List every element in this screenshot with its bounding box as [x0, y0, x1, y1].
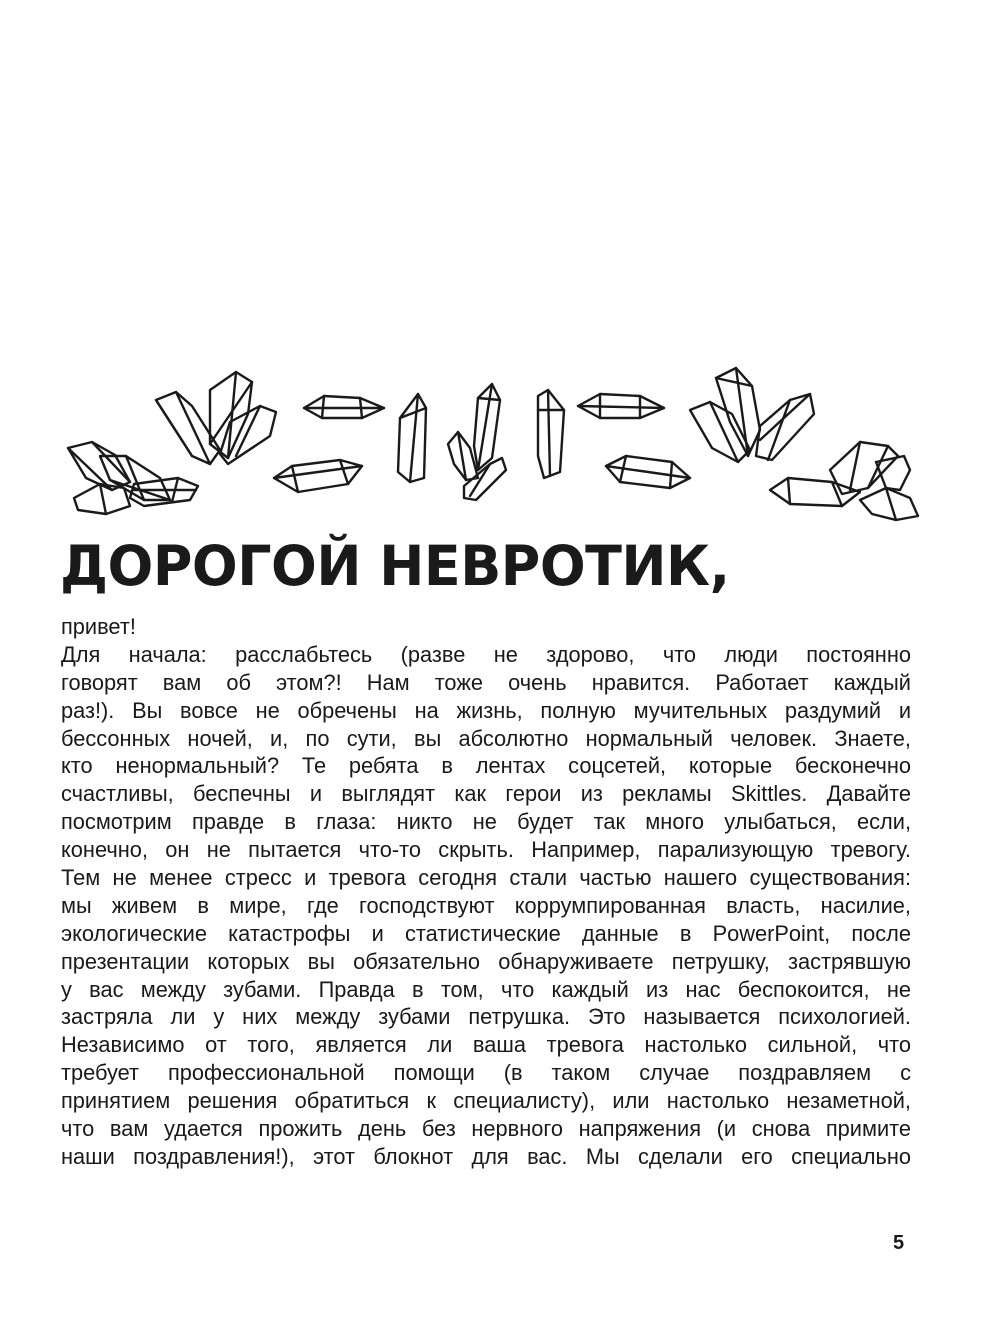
crystal-icon: [398, 394, 426, 482]
text-line: экологические катастрофы и статистические данные в PowerPoint, после: [61, 920, 911, 946]
page-number: 5: [893, 1232, 905, 1254]
crystal-icon: [448, 384, 506, 500]
body-text: [61, 613, 911, 1171]
text-line: что вам удается прожить день без нервного напряжения (и снова примите: [61, 1116, 911, 1142]
crystal-icon: [538, 390, 564, 478]
text-line: Тем не менее стресс и тревога сегодня стали частью нашего существования:: [61, 865, 911, 891]
crystal-cluster-icon: [60, 360, 940, 530]
greeting: [61, 613, 911, 641]
crystal-icon: [606, 456, 690, 488]
text-line: Независимо от того, является ли ваша тревога настолько сильной, что: [61, 1032, 911, 1058]
paragraph: [61, 641, 911, 1171]
crystal-icon: [156, 372, 276, 464]
text-line: у вас между зубами. Правда в том, что каждый из нас беспокоится, не: [61, 976, 911, 1002]
text-line: счастливы, беспечны и выглядят как герои из рекламы Skittles. Давайте: [61, 781, 911, 807]
text-line: требует профессиональной помощи (в таком случае поздравляем с: [61, 1060, 911, 1086]
text-line: застряла ли у них между зубами петрушка. Это называется психологией.: [61, 1004, 911, 1030]
crystal-icon: [304, 396, 384, 418]
crystal-icon: [770, 442, 918, 520]
text-line: принятием решения обратиться к специалисту), или настолько незаметной,: [61, 1088, 911, 1114]
text-line: говорят вам об этом?! Нам тоже очень нравится. Работает каждый: [61, 669, 911, 695]
text-line: Для начала: расслабьтесь (разве не здорово, что люди постоянно: [61, 641, 911, 667]
text-line: мы живем в мире, где господствуют коррумпированная власть, насилие,: [61, 892, 911, 918]
crystal-icon: [690, 368, 814, 462]
text-line: конечно, он не пытается что-то скрыть. Например, парализующую тревогу.: [61, 837, 911, 863]
crystal-icon: [68, 442, 198, 514]
crystal-icon: [274, 460, 362, 492]
crystal-banner: [60, 360, 940, 530]
page-title: ДОРОГОЙ НЕВРОТИК,: [60, 534, 730, 598]
text-line: кто ненормальный? Те ребята в лентах соцсетей, которые бесконечно: [61, 753, 911, 779]
text-line: раз!). Вы вовсе не обречены на жизнь, полную мучительных раздумий и: [61, 697, 911, 723]
text-line: привет!: [61, 614, 136, 639]
text-line: посмотрим правде в глаза: никто не будет так много улыбаться, если,: [61, 809, 911, 835]
text-line: наши поздравления!), этот блокнот для вас. Мы сделали его специально: [61, 1143, 911, 1169]
text-line: презентации которых вы обязательно обнаруживаете петрушку, застрявшую: [61, 948, 911, 974]
text-line: бессонных ночей, и, по сути, вы абсолютно нормальный человек. Знаете,: [61, 725, 911, 751]
crystal-icon: [578, 394, 664, 418]
